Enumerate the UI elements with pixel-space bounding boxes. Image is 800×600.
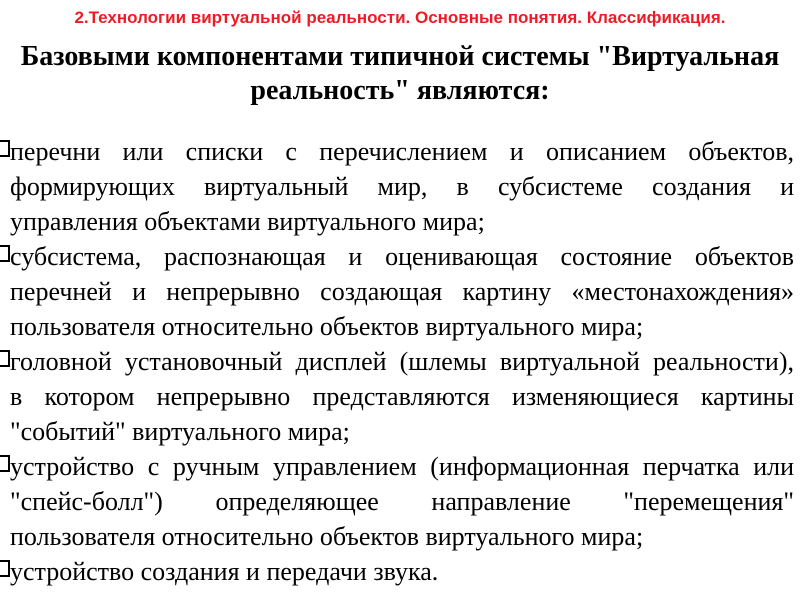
bullet-text-line: субсистема, распознающая и оценивающая состояние объектов: [10, 242, 794, 271]
square-bullet-icon: [0, 350, 10, 367]
bullet-text-line: перечней и непрерывно создающая картину «местонахождения»: [10, 277, 794, 306]
square-bullet-icon: [0, 140, 10, 157]
bullet-text-line: перечни или списки с перечислением и описанием объектов,: [10, 137, 794, 166]
list-item: [10, 344, 794, 449]
bullet-text-line: устройство создания и передачи звука.: [10, 557, 439, 586]
list-item: [10, 554, 794, 589]
bullet-text-line: "спейс-болл") определяющее направление "перемещения": [10, 487, 794, 516]
list-item: [10, 134, 794, 239]
slide-heading-line: реальность" являются:: [250, 75, 550, 106]
bullet-text-line: управления объектами виртуального мира;: [10, 207, 485, 236]
bullet-list: [0, 134, 800, 589]
bullet-text-line: "событий" виртуального мира;: [10, 417, 350, 446]
list-item: [10, 449, 794, 554]
bullet-text-line: в котором непрерывно представляются изменяющиеся картины: [10, 382, 794, 411]
slide-heading: [20, 40, 780, 108]
square-bullet-icon: [0, 560, 10, 577]
bullet-text-line: головной установочный дисплей (шлемы виртуальной реальности),: [10, 347, 794, 376]
square-bullet-icon: [0, 455, 10, 472]
slide-heading-line: Базовыми компонентами типичной системы "Виртуальная: [20, 41, 780, 72]
bullet-text-line: устройство с ручным управлением (информационная перчатка или: [10, 452, 794, 481]
bullet-text-line: пользователя относительно объектов виртуального мира;: [10, 312, 644, 341]
slide-kicker-title: 2.Технологии виртуальной реальности. Основные понятия. Классификация.: [74, 8, 726, 27]
square-bullet-icon: [0, 245, 10, 262]
bullet-text-line: формирующих виртуальный мир, в субсистеме создания и: [10, 172, 794, 201]
list-item: [10, 239, 794, 344]
bullet-text-line: пользователя относительно объектов виртуального мира;: [10, 522, 644, 551]
